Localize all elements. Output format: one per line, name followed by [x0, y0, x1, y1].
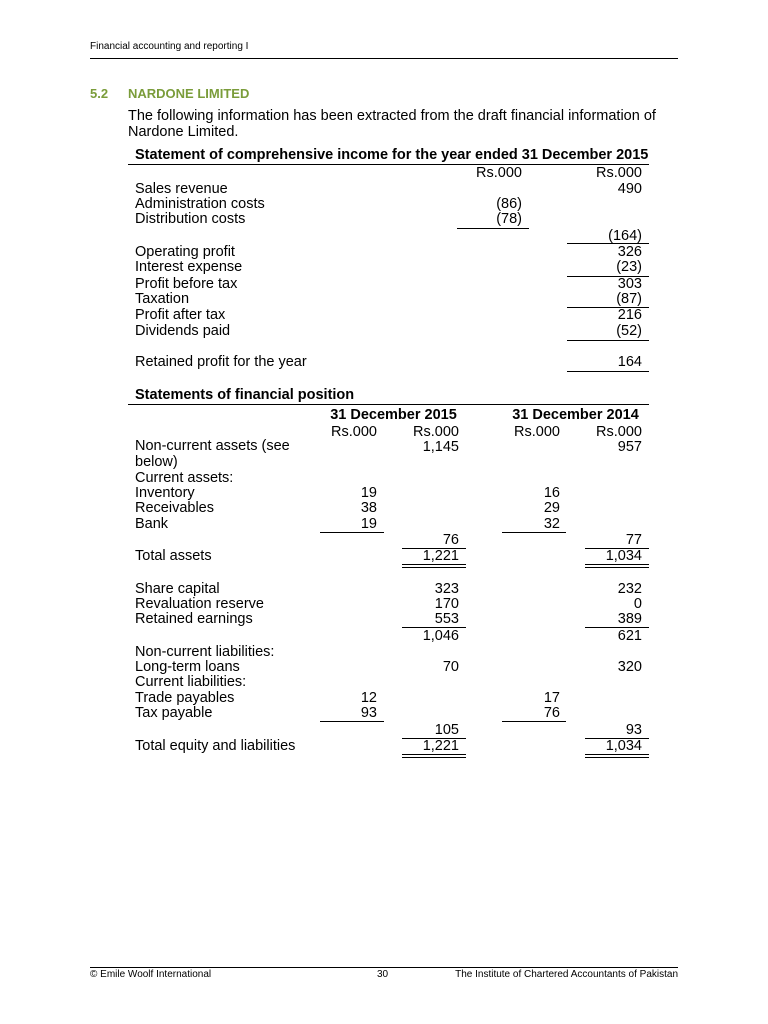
- position-row-value: 76: [543, 705, 560, 721]
- currency-header: Rs.000: [331, 424, 377, 440]
- position-row-value: 77: [625, 532, 642, 548]
- subtotal-rule: [320, 721, 384, 722]
- position-row-value: 76: [442, 532, 459, 548]
- position-row-label: Current assets:: [135, 470, 234, 486]
- position-row-label: Share capital: [135, 581, 220, 597]
- position-row-value: 1,221: [422, 738, 459, 754]
- footer-copyright: © Emile Woolf International: [90, 969, 212, 980]
- income-row-col2: (52): [616, 323, 642, 339]
- position-row-value: 17: [543, 690, 560, 706]
- position-row-label: Inventory: [135, 485, 195, 501]
- position-row-label: Non-current assets (see below): [135, 438, 290, 470]
- position-row-value: 93: [625, 722, 642, 738]
- currency-header: Rs.000: [596, 424, 642, 440]
- period-2014-header: 31 December 2014: [512, 407, 639, 423]
- position-row-label: Tax payable: [135, 705, 213, 721]
- position-row-value: 105: [434, 722, 459, 738]
- position-row-value: 32: [543, 516, 560, 532]
- position-row-value: 232: [617, 581, 642, 597]
- financial-position-title: Statements of financial position: [135, 387, 355, 403]
- income-row-col2: (87): [616, 291, 642, 307]
- position-row-value: 16: [543, 485, 560, 501]
- income-row-col2: (164): [608, 228, 642, 244]
- position-row-value: 38: [360, 500, 377, 516]
- position-row-label: Total assets: [135, 548, 212, 564]
- total-double-rule: [585, 564, 649, 568]
- income-row-col2: 216: [617, 307, 642, 323]
- income-row-label: Administration costs: [135, 196, 265, 212]
- subtotal-rule: [502, 721, 566, 722]
- income-row-label: Dividends paid: [135, 323, 231, 339]
- intro-paragraph: The following information has been extracted from the draft financial information of Nardone Limited.: [128, 108, 656, 140]
- header-rule: [90, 58, 678, 59]
- position-row-value: 1,221: [422, 548, 459, 564]
- currency-header: Rs.000: [514, 424, 560, 440]
- total-rule: [567, 371, 649, 372]
- position-row-value: 1,145: [422, 439, 459, 455]
- footer-rule: [90, 967, 678, 968]
- income-row-col2: 490: [617, 181, 642, 197]
- income-row-label: Taxation: [135, 291, 190, 307]
- position-row-value: 1,034: [605, 548, 642, 564]
- period-2015-header: 31 December 2015: [330, 407, 457, 423]
- position-row-label: Total equity and liabilities: [135, 738, 296, 754]
- position-row-value: 19: [360, 516, 377, 532]
- income-row-label: Retained profit for the year: [135, 354, 307, 370]
- subtotal-rule: [502, 532, 566, 533]
- section-number: 5.2: [90, 86, 109, 101]
- position-row-label: Long-term loans: [135, 659, 240, 675]
- subtotal-rule: [567, 340, 649, 341]
- income-row-label: Interest expense: [135, 259, 243, 275]
- position-row-label: Current liabilities:: [135, 674, 247, 690]
- subtotal-rule: [457, 228, 529, 229]
- running-header: Financial accounting and reporting I: [90, 41, 249, 52]
- currency-header: Rs.000: [413, 424, 459, 440]
- position-row-label: Trade payables: [135, 690, 235, 706]
- income-row-col2: 164: [617, 354, 642, 370]
- section-title: NARDONE LIMITED: [128, 86, 250, 101]
- income-row-col2: (23): [616, 259, 642, 275]
- income-row-label: Sales revenue: [135, 181, 228, 197]
- income-row-label: Profit after tax: [135, 307, 226, 323]
- position-row-label: Revaluation reserve: [135, 596, 264, 612]
- position-row-value: 1,046: [422, 628, 459, 644]
- position-row-label: Receivables: [135, 500, 214, 516]
- income-title-rule: [128, 164, 649, 165]
- position-row-value: 70: [442, 659, 459, 675]
- position-row-value: 1,034: [605, 738, 642, 754]
- position-row-value: 320: [617, 659, 642, 675]
- position-row-value: 170: [434, 596, 459, 612]
- position-row-value: 29: [543, 500, 560, 516]
- total-double-rule: [585, 754, 649, 758]
- position-row-label: Non-current liabilities:: [135, 644, 275, 660]
- position-row-value: 553: [434, 611, 459, 627]
- position-row-value: 389: [617, 611, 642, 627]
- total-double-rule: [402, 754, 466, 758]
- position-row-value: 957: [617, 439, 642, 455]
- subtotal-rule: [320, 532, 384, 533]
- position-row-value: 19: [360, 485, 377, 501]
- income-row-col1: (78): [496, 211, 522, 227]
- income-row-label: Distribution costs: [135, 211, 246, 227]
- income-row-label: Profit before tax: [135, 276, 238, 292]
- position-row-label: Retained earnings: [135, 611, 253, 627]
- position-row-label: Bank: [135, 516, 169, 532]
- income-row-col1: (86): [496, 196, 522, 212]
- income-col2-header: Rs.000: [596, 165, 642, 181]
- page-number: 30: [377, 969, 389, 980]
- income-row-label: Operating profit: [135, 244, 235, 260]
- position-row-value: 93: [360, 705, 377, 721]
- position-row-value: 621: [617, 628, 642, 644]
- position-row-value: 12: [360, 690, 377, 706]
- total-double-rule: [402, 564, 466, 568]
- position-row-value: 0: [633, 596, 642, 612]
- position-title-rule: [128, 404, 649, 405]
- income-statement-title: Statement of comprehensive income for the year ended 31 December 2015: [135, 147, 649, 163]
- income-col1-header: Rs.000: [476, 165, 522, 181]
- income-row-col2: 326: [617, 244, 642, 260]
- income-row-col2: 303: [617, 276, 642, 292]
- footer-institute: The Institute of Chartered Accountants of Pakistan: [455, 969, 678, 980]
- position-row-value: 323: [434, 581, 459, 597]
